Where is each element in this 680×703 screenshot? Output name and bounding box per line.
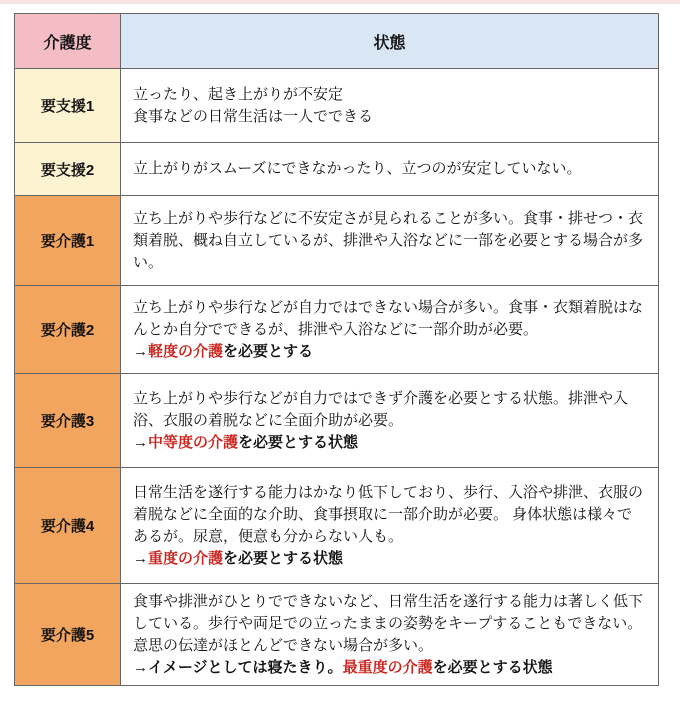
top-edge-strip — [0, 0, 680, 4]
table-row — [15, 374, 659, 468]
care-level-label: 要支援2 — [15, 143, 121, 196]
care-level-label: 要介護2 — [15, 286, 121, 374]
state-line: 立ったり、起き上がりが不安定 — [133, 85, 344, 103]
state-line: 食事や排泄がひとりでできないなど、日常生活を遂行する能力は著しく低下している。歩行や両足での立ったままの姿勢をキープすることもできない。意思の伝達がほとんどできない場合が多い。 — [133, 592, 644, 654]
state-description — [121, 286, 659, 374]
state-line: 立上がりがスムーズにできなかったり、立つのが安定していない。 — [133, 160, 582, 177]
care-level-table — [14, 13, 659, 686]
table-row — [15, 196, 659, 286]
state-line: →軽度の介護を必要とする — [133, 342, 314, 360]
state-line: 立ち上がりや歩行などに不安定さが見られることが多い。食事・排せつ・衣類着脱、概ね自立しているが、排泄や入浴などに一部を必要とする場合が多い。 — [133, 209, 644, 271]
state-line: →重度の介護を必要とする状態 — [133, 549, 344, 567]
care-level-label: 要介護1 — [15, 196, 121, 286]
state-description — [121, 584, 659, 686]
care-level-label: 要支援1 — [15, 69, 121, 143]
state-description — [121, 468, 659, 584]
care-level-label: 要介護5 — [15, 584, 121, 686]
table-row — [15, 584, 659, 686]
state-line: 日常生活を遂行する能力はかなり低下しており、歩行、入浴や排泄、衣服の着脱などに全面的な介助、食事摂取に一部介助が必要。 身体状態は様々であるが。尿意，便意も分からない人も。 — [133, 483, 644, 545]
state-line: 食事などの日常生活は一人でできる — [133, 107, 374, 125]
care-level-label: 要介護3 — [15, 374, 121, 468]
care-table-body — [15, 69, 659, 686]
table-row — [15, 468, 659, 584]
state-line: →中等度の介護を必要とする状態 — [133, 433, 359, 451]
state-line: 立ち上がりや歩行などが自力ではできず介護を必要とする状態。排泄や入浴、衣服の着脱などに全面介助が必要。 — [133, 389, 629, 429]
state-description — [121, 374, 659, 468]
table-row — [15, 69, 659, 143]
state-description — [121, 196, 659, 286]
state-description — [121, 143, 659, 196]
header-state: 状態 — [121, 14, 659, 69]
table-header-row — [15, 14, 659, 69]
state-description — [121, 69, 659, 143]
state-line: 立ち上がりや歩行などが自力ではできない場合が多い。食事・衣類着脱はなんとか自分でできるが、排泄や入浴などに一部介助が必要。 — [133, 298, 644, 338]
table-row — [15, 286, 659, 374]
header-care-level: 介護度 — [15, 14, 121, 69]
table-row — [15, 143, 659, 196]
state-line: →イメージとしては寝たきり。最重度の介護を必要とする状態 — [133, 658, 553, 676]
care-level-label: 要介護4 — [15, 468, 121, 584]
